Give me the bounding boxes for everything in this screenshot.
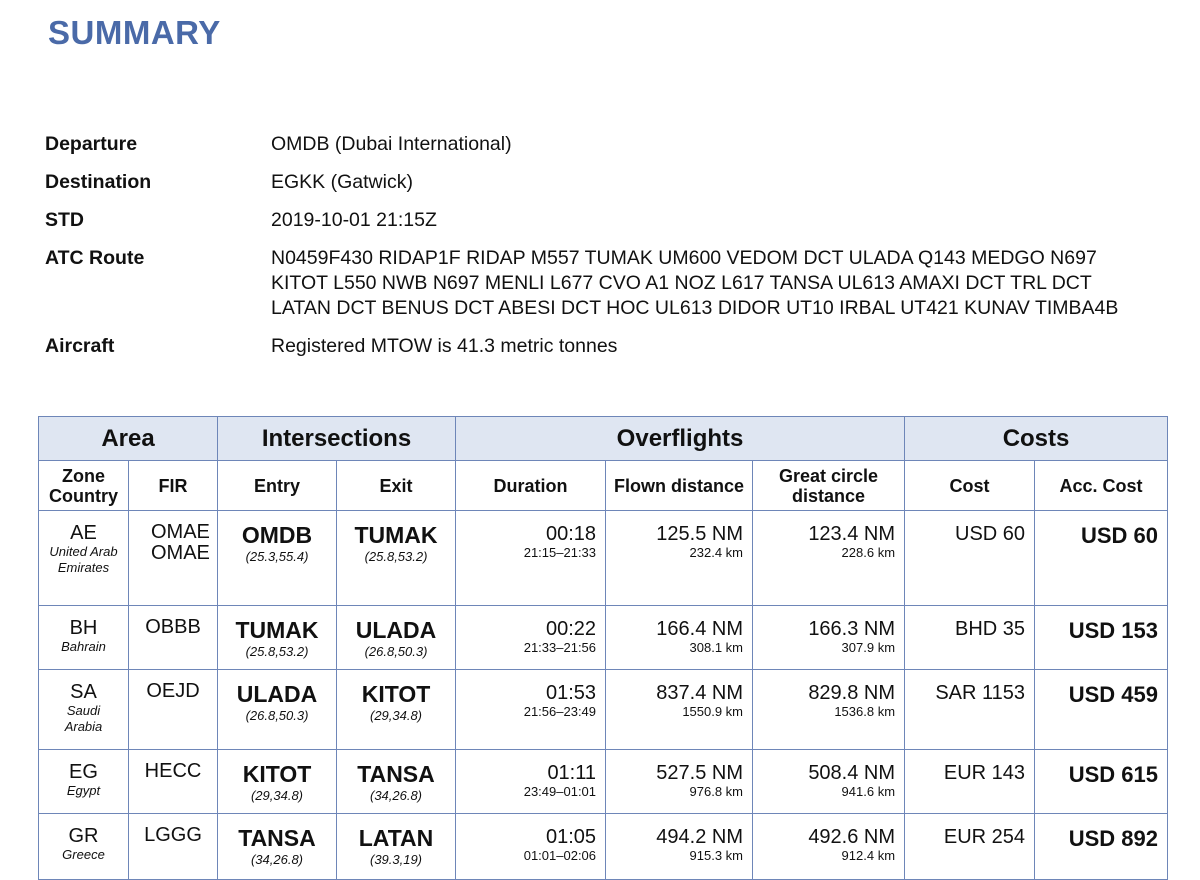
zone-cell [39, 511, 129, 606]
duration-cell [456, 511, 606, 606]
zone-cell [39, 814, 129, 880]
zone-cell [39, 670, 129, 750]
fir-code: OMAE OMAE [151, 521, 210, 564]
destination-label: Destination [45, 171, 152, 193]
flight-info [45, 132, 1165, 372]
cost: BHD 35 [955, 618, 1026, 640]
cost-cell [905, 511, 1035, 606]
duration: 01:05 [545, 826, 597, 848]
exit-point: KITOT [361, 681, 431, 707]
fir-cell [129, 670, 218, 750]
acc-cost: USD 153 [1068, 618, 1159, 643]
header-fir: FIR [129, 461, 218, 511]
header-acc-cost: Acc. Cost [1035, 461, 1168, 511]
exit-point: TANSA [357, 761, 435, 787]
group-intersections: Intersections [218, 417, 456, 461]
header-entry: Entry [218, 461, 337, 511]
flown-cell [606, 670, 753, 750]
exit-cell [337, 670, 456, 750]
route-row [45, 246, 1165, 321]
header-flown: Flown distance [606, 461, 753, 511]
exit-coord: (26.8,50.3) [364, 644, 428, 659]
acc-cost-cell [1035, 670, 1168, 750]
entry-coord: (25.3,55.4) [245, 549, 309, 564]
great-circle-cell [753, 606, 905, 670]
aircraft-label: Aircraft [45, 335, 115, 357]
group-overflights: Overflights [456, 417, 905, 461]
table-row [39, 606, 1168, 670]
fir-cell [129, 814, 218, 880]
entry-point: OMDB [241, 522, 313, 548]
destination-value: EGKK (Gatwick) [271, 171, 413, 193]
duration: 01:53 [545, 682, 597, 704]
exit-cell [337, 814, 456, 880]
departure-value: OMDB (Dubai International) [271, 133, 512, 155]
table-row [39, 814, 1168, 880]
entry-coord: (29,34.8) [250, 788, 304, 803]
duration-cell [456, 750, 606, 814]
entry-cell [218, 670, 337, 750]
fir-cell [129, 511, 218, 606]
country-code: AE [70, 522, 97, 544]
exit-cell [337, 750, 456, 814]
flown-cell [606, 750, 753, 814]
flown-nm: 527.5 NM [656, 762, 744, 784]
duration: 01:11 [547, 762, 597, 784]
flown-nm: 494.2 NM [656, 826, 744, 848]
exit-coord: (25.8,53.2) [364, 549, 428, 564]
page-title: SUMMARY [48, 14, 221, 51]
country-code: SA [70, 681, 97, 703]
departure-row [45, 132, 1165, 157]
duration-cell [456, 670, 606, 750]
gc-km: 1536.8 km [834, 704, 896, 719]
exit-cell [337, 511, 456, 606]
entry-cell [218, 814, 337, 880]
route-label: ATC Route [45, 247, 145, 269]
gc-km: 941.6 km [841, 784, 896, 799]
table-row [39, 750, 1168, 814]
route-value: N0459F430 RIDAP1F RIDAP M557 TUMAK UM600 VEDOM DCT ULADA Q143 MEDGO N697 KITOT L550 NWB N697 MENLI L677 CVO A1 NOZ L617 TANSA UL613 AMAXI DCT TRL DCT LATAN DCT BENUS DCT ABESI DCT HOC UL613 DIDOR UT10 IRBAL UT421 KUNAV TIMBA4B [271, 247, 1119, 319]
country-code: EG [69, 761, 98, 783]
entry-cell [218, 606, 337, 670]
cost: USD 60 [955, 523, 1026, 545]
duration-cell [456, 606, 606, 670]
gc-nm: 829.8 NM [808, 682, 896, 704]
fir-code: HECC [144, 760, 202, 782]
cost: SAR 1153 [935, 682, 1026, 704]
flown-km: 976.8 km [689, 784, 744, 799]
fir-code: OEJD [146, 680, 200, 702]
group-area: Area [39, 417, 218, 461]
acc-cost: USD 60 [1080, 523, 1159, 548]
header-duration: Duration [456, 461, 606, 511]
acc-cost-cell [1035, 814, 1168, 880]
destination-row [45, 170, 1165, 195]
great-circle-cell [753, 814, 905, 880]
country-code: BH [69, 617, 98, 639]
time-range: 21:15–21:33 [523, 545, 597, 560]
table-row [39, 511, 1168, 606]
entry-coord: (25.8,53.2) [245, 644, 309, 659]
entry-cell [218, 750, 337, 814]
gc-nm: 508.4 NM [808, 762, 896, 784]
country-name: Egypt [66, 783, 101, 798]
flown-cell [606, 814, 753, 880]
std-label: STD [45, 209, 84, 231]
cost-cell [905, 670, 1035, 750]
zone-cell [39, 606, 129, 670]
table-row [39, 670, 1168, 750]
time-range: 21:56–23:49 [523, 704, 597, 719]
flown-nm: 837.4 NM [656, 682, 744, 704]
duration: 00:18 [545, 523, 597, 545]
header-exit: Exit [337, 461, 456, 511]
gc-km: 228.6 km [841, 545, 896, 560]
exit-coord: (34,26.8) [369, 788, 423, 803]
country-name: Greece [62, 847, 105, 862]
header-zone: Zone Country [39, 461, 129, 511]
header-cost: Cost [905, 461, 1035, 511]
time-range: 23:49–01:01 [523, 784, 597, 799]
acc-cost-cell [1035, 606, 1168, 670]
entry-point: TUMAK [235, 617, 319, 643]
aircraft-value: Registered MTOW is 41.3 metric tonnes [271, 335, 618, 357]
country-name: Saudi Arabia [64, 703, 103, 734]
flown-km: 232.4 km [689, 545, 744, 560]
cost: EUR 143 [943, 762, 1026, 784]
exit-point: ULADA [355, 617, 437, 643]
country-name: United Arab Emirates [49, 544, 118, 575]
fir-code: LGGG [144, 824, 202, 846]
entry-point: TANSA [238, 825, 316, 851]
departure-label: Departure [45, 133, 138, 155]
flown-nm: 166.4 NM [656, 618, 744, 640]
acc-cost: USD 459 [1068, 682, 1159, 707]
flown-km: 308.1 km [689, 640, 744, 655]
country-code: GR [68, 825, 99, 847]
entry-coord: (26.8,50.3) [245, 708, 309, 723]
flown-km: 1550.9 km [682, 704, 744, 719]
cost-cell [905, 750, 1035, 814]
time-range: 01:01–02:06 [523, 848, 597, 863]
great-circle-cell [753, 511, 905, 606]
cost-cell [905, 606, 1035, 670]
time-range: 21:33–21:56 [523, 640, 597, 655]
duration-cell [456, 814, 606, 880]
acc-cost-cell [1035, 750, 1168, 814]
entry-point: KITOT [242, 761, 312, 787]
gc-km: 307.9 km [841, 640, 896, 655]
zone-cell [39, 750, 129, 814]
std-value: 2019-10-01 21:15Z [271, 209, 437, 231]
exit-coord: (39.3,19) [369, 852, 423, 867]
aircraft-row [45, 334, 1165, 359]
gc-nm: 492.6 NM [808, 826, 896, 848]
fir-cell [129, 606, 218, 670]
exit-coord: (29,34.8) [369, 708, 423, 723]
great-circle-cell [753, 670, 905, 750]
exit-cell [337, 606, 456, 670]
entry-coord: (34,26.8) [250, 852, 304, 867]
overflight-table [38, 416, 1168, 880]
entry-point: ULADA [236, 681, 318, 707]
header-great-circle: Great circle distance [753, 461, 905, 511]
fir-cell [129, 750, 218, 814]
exit-point: LATAN [358, 825, 434, 851]
flown-km: 915.3 km [689, 848, 744, 863]
duration: 00:22 [545, 618, 597, 640]
fir-code: OBBB [145, 616, 201, 638]
flown-nm: 125.5 NM [656, 523, 744, 545]
gc-km: 912.4 km [841, 848, 896, 863]
acc-cost-cell [1035, 511, 1168, 606]
country-name: Bahrain [61, 639, 106, 654]
gc-nm: 166.3 NM [808, 618, 896, 640]
acc-cost: USD 615 [1068, 762, 1159, 787]
exit-point: TUMAK [354, 522, 438, 548]
cost-cell [905, 814, 1035, 880]
great-circle-cell [753, 750, 905, 814]
cost: EUR 254 [943, 826, 1026, 848]
flown-cell [606, 606, 753, 670]
gc-nm: 123.4 NM [808, 523, 896, 545]
flown-cell [606, 511, 753, 606]
entry-cell [218, 511, 337, 606]
group-costs: Costs [905, 417, 1168, 461]
acc-cost: USD 892 [1068, 826, 1159, 851]
std-row [45, 208, 1165, 233]
